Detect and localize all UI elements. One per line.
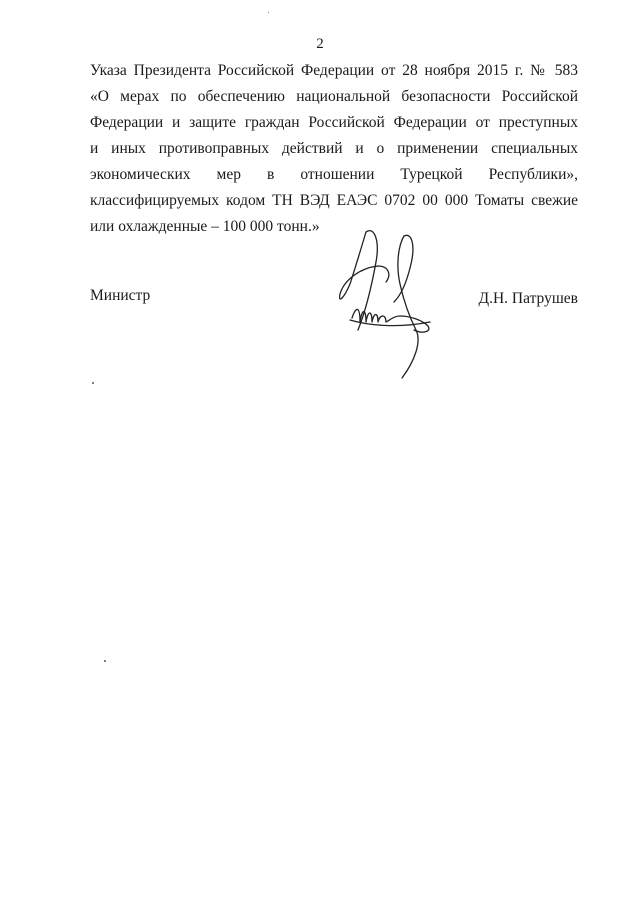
signatory-position: Министр (90, 287, 151, 304)
body-line: Указа Президента Российской Федерации от 28 ноября 2015 г. № 583 (90, 62, 578, 79)
body-line: или охлажденные – 100 000 тонн.» (90, 218, 320, 235)
page-number: 2 (316, 36, 324, 52)
body-line: экономических мер в отношении Турецкой Республики», (90, 166, 578, 183)
body-line: классифицируемых кодом ТН ВЭД ЕАЭС 0702 00 000 Томаты свежие (90, 192, 578, 209)
body-text (90, 58, 578, 240)
body-line: Федерации и защите граждан Российской Федерации от преступных (90, 114, 578, 131)
signatory-name: Д.Н. Патрушев (478, 290, 578, 307)
scan-speck (268, 12, 269, 13)
scan-speck (92, 382, 94, 384)
scan-speck (104, 660, 106, 662)
body-line: и иных противоправных действий и о применении специальных (90, 140, 578, 157)
handwritten-signature (330, 222, 440, 387)
body-line: «О мерах по обеспечению национальной безопасности Российской (90, 88, 578, 105)
